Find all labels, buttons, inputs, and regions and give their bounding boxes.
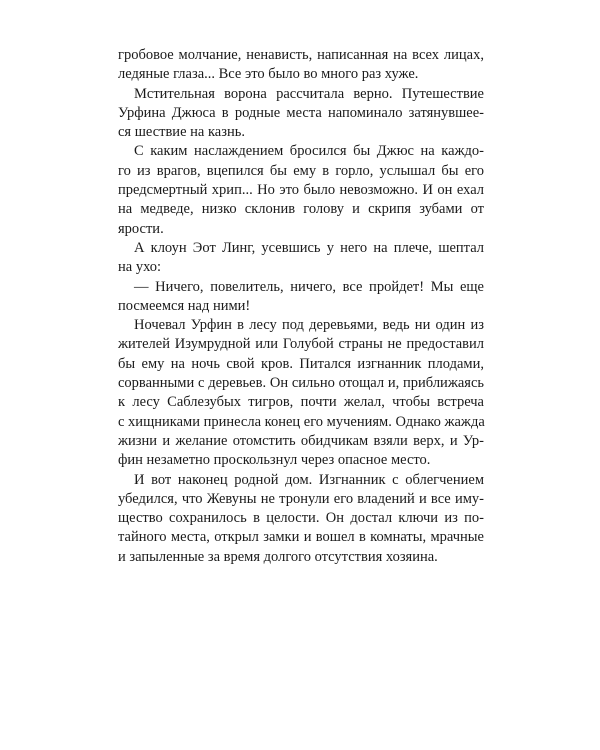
text-line: А клоун Эот Линг, усевшись у него на плече, шептал [134, 239, 484, 256]
text-line: Мстительная ворона рассчитала верно. Путешествие [134, 85, 484, 102]
text-line: Ночевал Урфин в лесу под деревьями, ведь ни один из [134, 317, 484, 334]
text-line: предсмертный хрип... Но это было невозможно. И он ехал [118, 182, 484, 199]
paragraph-4 [118, 239, 484, 278]
text-line: щество сохранилось в целости. Он достал ключи из по- [118, 510, 484, 527]
text-line: го из врагов, вцепился бы ему в горло, услышал бы его [118, 162, 484, 179]
paragraph-5-dialogue [118, 278, 484, 317]
text-line: тайного места, открыл замки и вошел в комнаты, мрачные [118, 529, 484, 546]
text-line: ледяные глаза... Все это было во много раз хуже. [118, 66, 419, 83]
text-line: сорванными с деревьев. Он сильно отощал и, приближаясь [118, 375, 484, 392]
text-line: убедился, что Жевуны не тронули его владений и все иму- [118, 490, 484, 507]
text-line: с хищниками принесла конец его мучениям. Однако жажда [118, 413, 485, 430]
paragraph-1 [118, 46, 484, 85]
text-line: ярости. [118, 220, 164, 237]
text-line: жизни и желание отомстить обидчикам взяли верх, и Ур- [118, 432, 484, 449]
text-line: Урфина Джюса в родные места напоминало затянувшее- [118, 104, 484, 121]
text-line: к лесу Саблезубых тигров, почти желал, чтобы встреча [118, 394, 484, 411]
text-line: посмеемся над ними! [118, 297, 251, 314]
text-line: ся шествие на казнь. [118, 124, 245, 141]
text-line: гробовое молчание, ненависть, написанная на всех лицах, [118, 47, 484, 63]
text-line: на ухо: [118, 259, 162, 276]
text-line: и запыленные за время долгого отсутствия хозяина. [118, 548, 438, 565]
text-line: фин незаметно проскользнул через опасное место. [118, 452, 431, 469]
text-line: бы ему на ночь свой кров. Питался изгнанник плодами, [118, 355, 484, 372]
text-line: С каким наслаждением бросился бы Джюс на каждо- [134, 143, 484, 160]
paragraph-7 [118, 471, 484, 567]
text-line: на медведе, низко склонив голову и скрипя зубами от [118, 201, 484, 218]
text-line: И вот наконец родной дом. Изгнанник с облегчением [134, 471, 484, 488]
text-line: жителей Изумрудной или Голубой страны не предоставил [118, 336, 484, 353]
paragraph-6 [118, 316, 484, 470]
book-page-text [118, 46, 484, 567]
text-line: — Ничего, повелитель, ничего, все пройдет! Мы еще [134, 278, 484, 295]
paragraph-2 [118, 85, 484, 143]
paragraph-3 [118, 142, 484, 238]
